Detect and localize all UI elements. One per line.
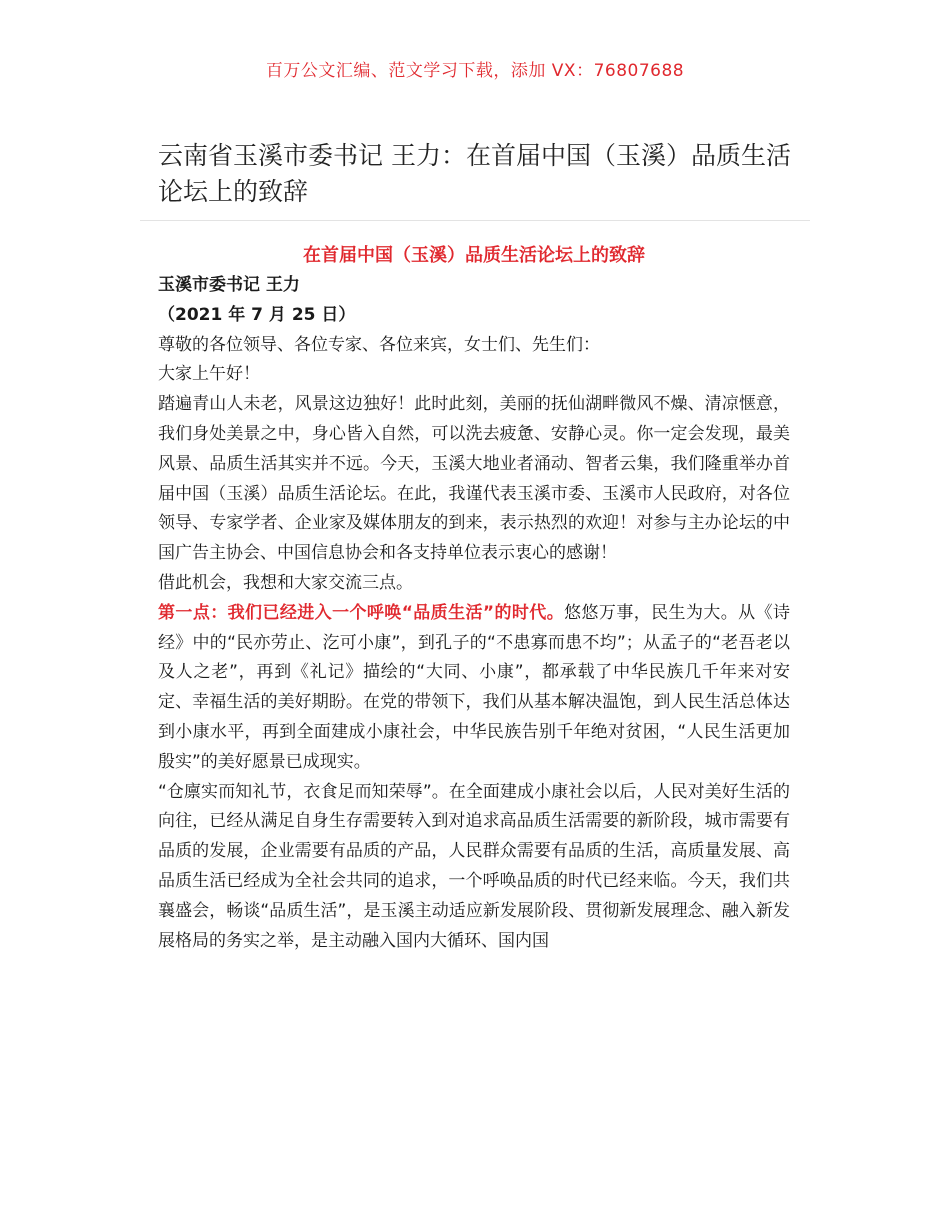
header-banner: 百万公文汇编、范文学习下载，添加 VX：76807688 [265,61,685,81]
page-title: 云南省玉溪市委书记 王力：在首届中国（玉溪）品质生活论坛上的致辞 [158,141,791,206]
article-body [158,240,790,956]
date-line: （2021 年 7 月 25 日） [158,304,356,325]
paragraph-quality-era: “仓廪实而知礼节，衣食足而知荣辱”。在全面建成小康社会以后，人民对美好生活的向往，已经从满足自身生存需要转入到对追求高品质生活需要的新阶段，城市需要有品质的发展，企业需要有品质的产品，人民群众需要有品质的生活，高质量发展、高品质生活已经成为全社会共同的追求，一个呼唤品质的时代已经来临。今天，我们共襄盛会，畅谈“品质生活”，是玉溪主动适应新发展阶段、贯彻新发展理念、融入新发展格局的务实之举，是主动融入国内大循环、国内国 [158,781,790,951]
paragraph-point-one [158,599,790,778]
point-one-heading: 第一点：我们已经进入一个呼唤“品质生活”的时代。 [158,602,565,623]
title-divider [140,220,810,221]
speaker-line: 玉溪市委书记 王力 [158,275,300,295]
salutation: 尊敬的各位领导、各位专家、各位来宾，女士们、先生们： [158,334,600,355]
speech-title: 在首届中国（玉溪）品质生活论坛上的致辞 [303,245,645,266]
greeting: 大家上午好！ [158,364,260,385]
point-one-text: 悠悠万事，民生为大。从《诗经》中的“民亦劳止、汔可小康”，到孔子的“不患寡而患不均”；从孟子的“老吾老以及人之老”，再到《礼记》描绘的“大同、小康”，都承载了中华民族几千年来对安定、幸福生活的美好期盼。在党的带领下，我们从基本解决温饱，到人民生活总体达到小康水平，再到全面建成小康社会，中华民族告别千年绝对贫困，“人民生活更加殷实”的美好愿景已成现实。 [158,602,790,772]
paragraph-opening: 踏遍青山人未老，风景这边独好！此时此刻，美丽的抚仙湖畔微风不燥、清凉惬意，我们身处美景之中，身心皆入自然，可以洗去疲惫、安静心灵。你一定会发现，最美风景、品质生活其实并不远。今天，玉溪大地业者涌动、智者云集，我们隆重举办首届中国（玉溪）品质生活论坛。在此，我谨代表玉溪市委、玉溪市人民政府，对各位领导、专家学者、企业家及媒体朋友的到来，表示热烈的欢迎！对参与主办论坛的中国广告主协会、中国信息协会和各支持单位表示衷心的感谢！ [158,394,790,564]
paragraph-transition: 借此机会，我想和大家交流三点。 [158,572,413,593]
